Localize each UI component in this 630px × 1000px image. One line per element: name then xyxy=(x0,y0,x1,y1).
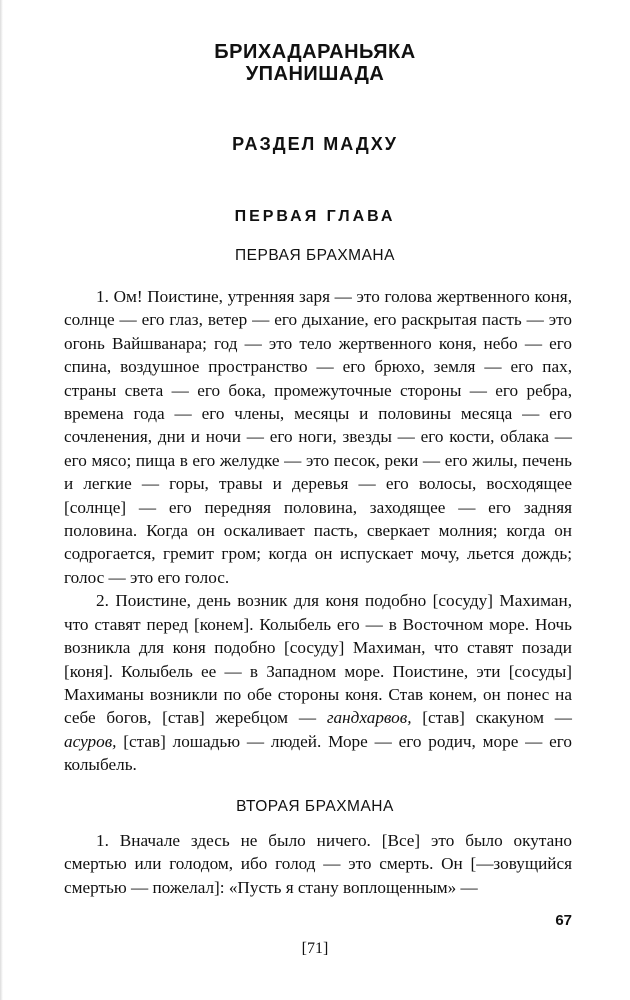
paragraph-2 xyxy=(64,589,572,776)
section-heading: РАЗДЕЛ МАДХУ xyxy=(232,134,398,154)
brahmana-heading-1: ПЕРВАЯ БРАХМАНА xyxy=(235,247,395,264)
page-number: 67 xyxy=(555,912,572,929)
brahmana-heading-2: ВТОРАЯ БРАХМАНА xyxy=(236,798,394,815)
original-page-number: [71] xyxy=(301,940,329,957)
paragraph-3: 1. Вначале здесь не было ничего. [Все] это было окутано смертью или голодом, ибо голод — это смерть. Он [—зовущийся смертью — пожелал]: «Пусть я стану воплощенным» — xyxy=(64,831,572,897)
paragraph-2-part-a: 2. Поистине, день возник для коня подобно [сосуду] Махиман, что ставят перед [конем]. Колыбель его — в Восточном море. Ночь возникла для коня подобно [сосуду] Махиман, что ставят позади [коня]. Колыбель ее — в Западном море. Поистине, эти [сосуды] Махиманы возникли по обе стороны коня. Став конем, он понес на себе богов, [став] жеребцом — xyxy=(64,591,572,728)
book-title-line1: БРИХАДАРАНЬЯКА xyxy=(214,41,416,63)
paragraph-2-italic-2: асуров, xyxy=(64,731,117,751)
book-title-line2: УПАНИШАДА xyxy=(245,63,385,85)
paragraph-2-part-c: [став] лошадью — людей. Море — его родич, море — его колыбель. xyxy=(64,731,572,775)
body-text-1 xyxy=(64,285,572,777)
chapter-heading: ПЕРВАЯ ГЛАВА xyxy=(234,208,396,225)
paragraph-2-part-b: [став] скакуном — xyxy=(411,708,572,728)
paragraph-2-italic-1: гандхарвов, xyxy=(326,708,412,728)
paragraph-1: 1. Ом! Поистине, утренняя заря — это голова жертвенного коня, солнце — его глаз, ветер — его дыхание, его раскрытая пасть — это огонь Вайшванара; год — это тело жертвенного коня, небо — его спина, воздушное пространство — его брюхо, земля — его пах, страны света — его бока, промежуточные стороны — его ребра, времена года — его члены, месяцы и половины месяца — его сочленения, дни и ночи — его ноги, звезды — его кости, облака — его мясо; пища в его желудке — это песок, реки — его жилы, печень и легкие — горы, травы и деревья — его волосы, восходящее [солнце] — его передняя половина, заходящее — его задняя половина. Когда он оскаливает пасть, сверкает молния; когда он содрогается, гремит гром; когда он испускает мочу, льется дождь; голос — это его голос. xyxy=(64,287,572,587)
body-text-2 xyxy=(64,829,572,899)
